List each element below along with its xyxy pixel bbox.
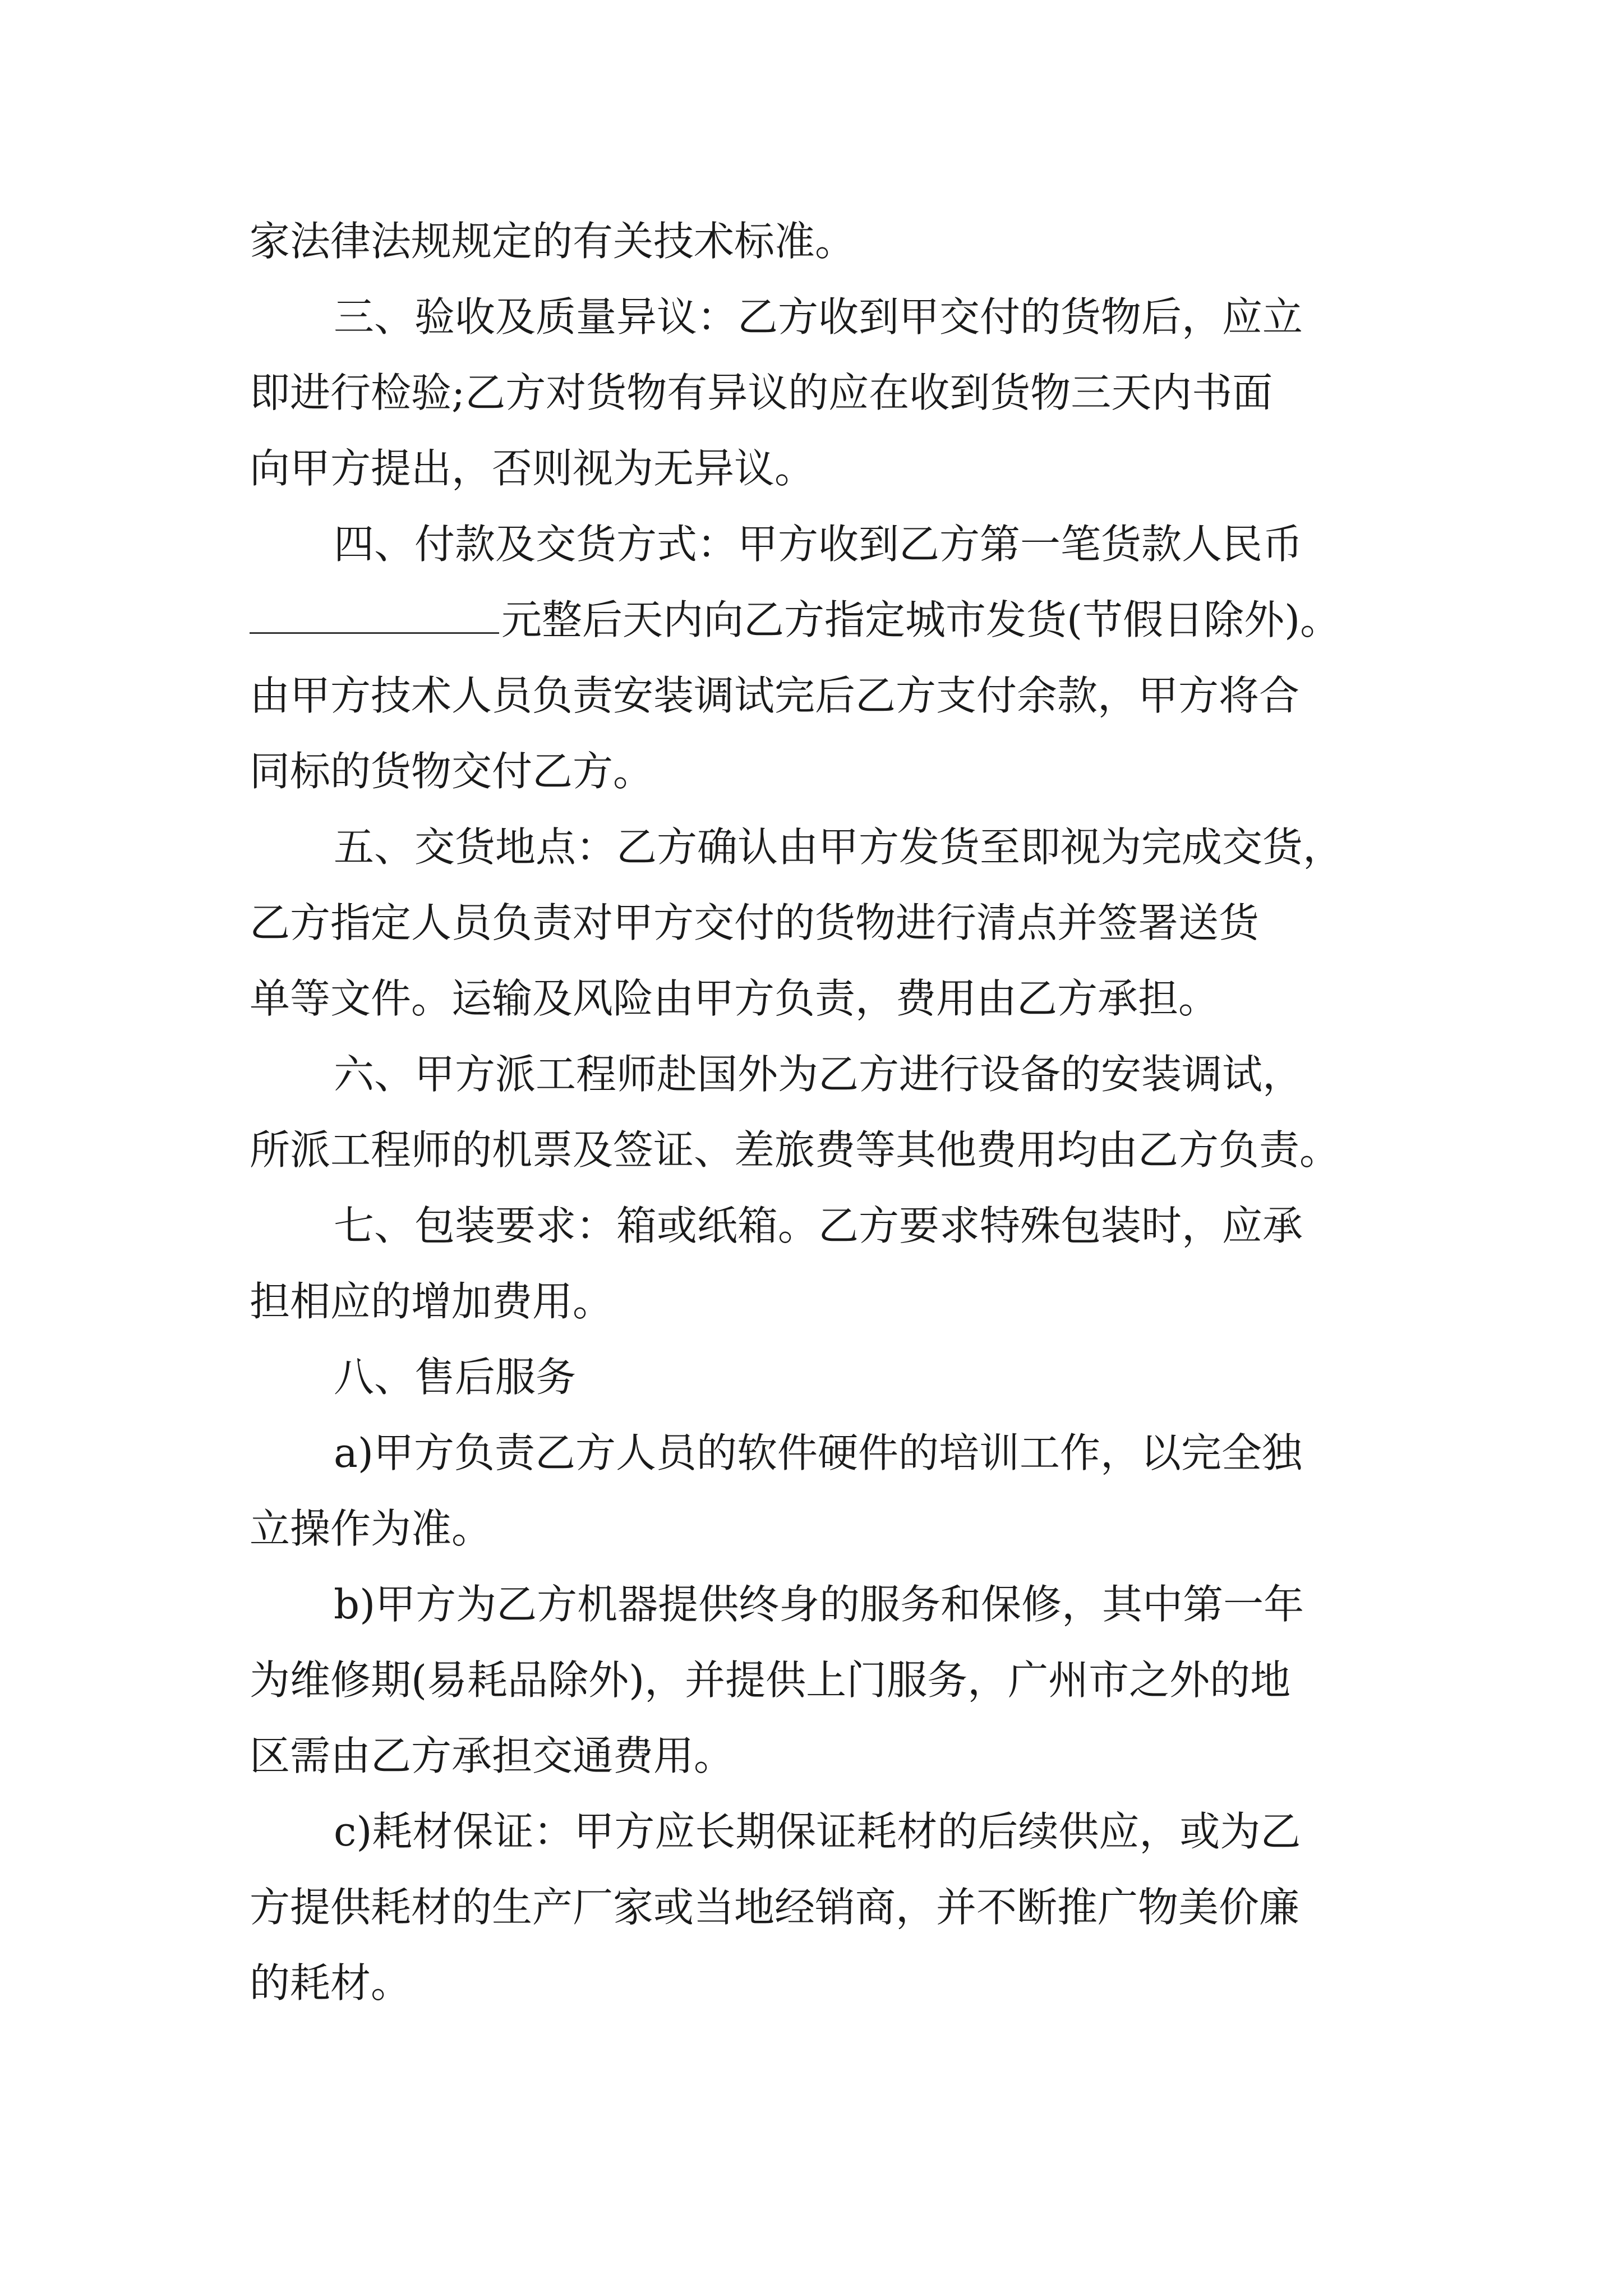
text-line: 区需由乙方承担交通费用。 — [250, 1732, 735, 1779]
text-line: 单等文件。运输及风险由甲方负责，费用由乙方承担。 — [250, 975, 1219, 1022]
clause-5-title: 五、交货地点：乙方确认由甲方发货至即视为完成交货， — [334, 823, 1344, 871]
text-line: 立操作为准。 — [250, 1505, 492, 1552]
text-line: 即进行检验;乙方对货物有异议的应在收到货物三天内书面 — [250, 369, 1273, 416]
text-line: 同标的货物交付乙方。 — [250, 748, 654, 795]
text-line-with-blank — [250, 589, 1438, 651]
clause-6-title: 六、甲方派工程师赴国外为乙方进行设备的安装调试， — [334, 1051, 1303, 1098]
subclause-b: b)甲方为乙方机器提供终身的服务和保修，其中第一年 — [334, 1581, 1304, 1628]
text-line: 乙方指定人员负责对甲方交付的货物进行清点并签署送货 — [250, 899, 1260, 946]
clause-8-title: 八、售后服务 — [334, 1354, 577, 1401]
clause-3-title: 三、验收及质量异议：乙方收到甲交付的货物后，应立 — [334, 293, 1303, 341]
clause-4-title: 四、付款及交货方式：甲方收到乙方第一笔货款人民币 — [334, 521, 1303, 568]
clause-7-title: 七、包装要求：箱或纸箱。乙方要求特殊包装时，应承 — [334, 1202, 1303, 1249]
text-line: 的耗材。 — [250, 1959, 412, 2007]
text-line: 所派工程师的机票及签证、差旅费等其他费用均由乙方负责。 — [250, 1126, 1340, 1174]
amount-blank-field — [250, 592, 499, 634]
text-line: 方提供耗材的生产厂家或当地经销商，并不断推广物美价廉 — [250, 1884, 1300, 1931]
text-line: 担相应的增加费用。 — [250, 1278, 614, 1325]
text-line: 家法律法规规定的有关技术标准。 — [250, 218, 856, 265]
subclause-a: a)甲方负责乙方人员的软件硬件的培训工作，以完全独 — [334, 1429, 1303, 1476]
text-line: 由甲方技术人员负责安装调试完后乙方支付余款，甲方将合 — [250, 672, 1300, 719]
text-line: 为维修期(易耗品除外)，并提供上门服务，广州市之外的地 — [250, 1657, 1291, 1704]
text-line: 向甲方提出，否则视为无异议。 — [250, 445, 815, 492]
text-line-segment: 元整后天内向乙方指定城市发货(节假日除外)。 — [501, 596, 1341, 643]
subclause-c: c)耗材保证：甲方应长期保证耗材的后续供应，或为乙 — [334, 1808, 1301, 1855]
